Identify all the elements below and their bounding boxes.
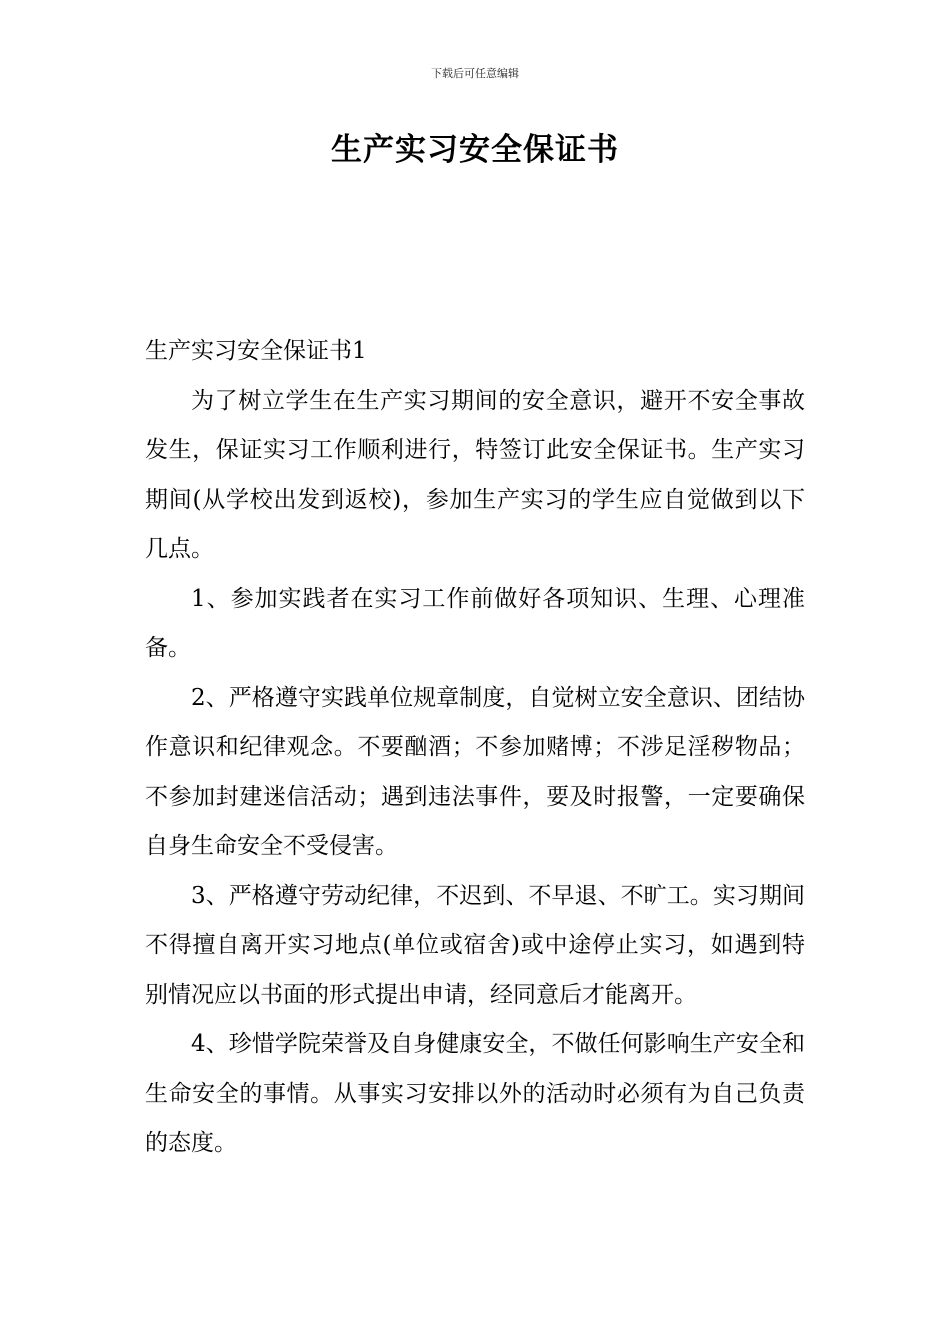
paragraph-item-3: 3、严格遵守劳动纪律，不迟到、不早退、不旷工。实习期间不得擅自离开实习地点(单位或宿舍)或中途停止实习，如遇到特别情况应以书面的形式提出申请，经同意后才能离开。 xyxy=(145,882,805,1008)
paragraph-item-1: 1、参加实践者在实习工作前做好各项知识、生理、心理准备。 xyxy=(145,585,805,661)
header-note: 下载后可任意编辑 xyxy=(431,67,519,80)
paragraph-intro: 为了树立学生在生产实习期间的安全意识，避开不安全事故发生，保证实习工作顺利进行，特签订此安全保证书。生产实习期间(从学校出发到返校)，参加生产实习的学生应自觉做到以下几点。 xyxy=(145,387,805,562)
paragraph-item-2: 2、严格遵守实践单位规章制度，自觉树立安全意识、团结协作意识和纪律观念。不要酗酒；不参加赌博；不涉足淫秽物品；不参加封建迷信活动；遇到违法事件，要及时报警，一定要确保自身生命安全不受侵害。 xyxy=(145,684,805,859)
paragraph-item-4: 4、珍惜学院荣誉及自身健康安全，不做任何影响生产安全和生命安全的事情。从事实习安排以外的活动时必须有为自己负责的态度。 xyxy=(145,1031,805,1156)
section-heading: 生产实习安全保证书1 xyxy=(145,338,367,364)
document-body xyxy=(145,327,805,1169)
document-title: 生产实习安全保证书 xyxy=(331,132,619,168)
